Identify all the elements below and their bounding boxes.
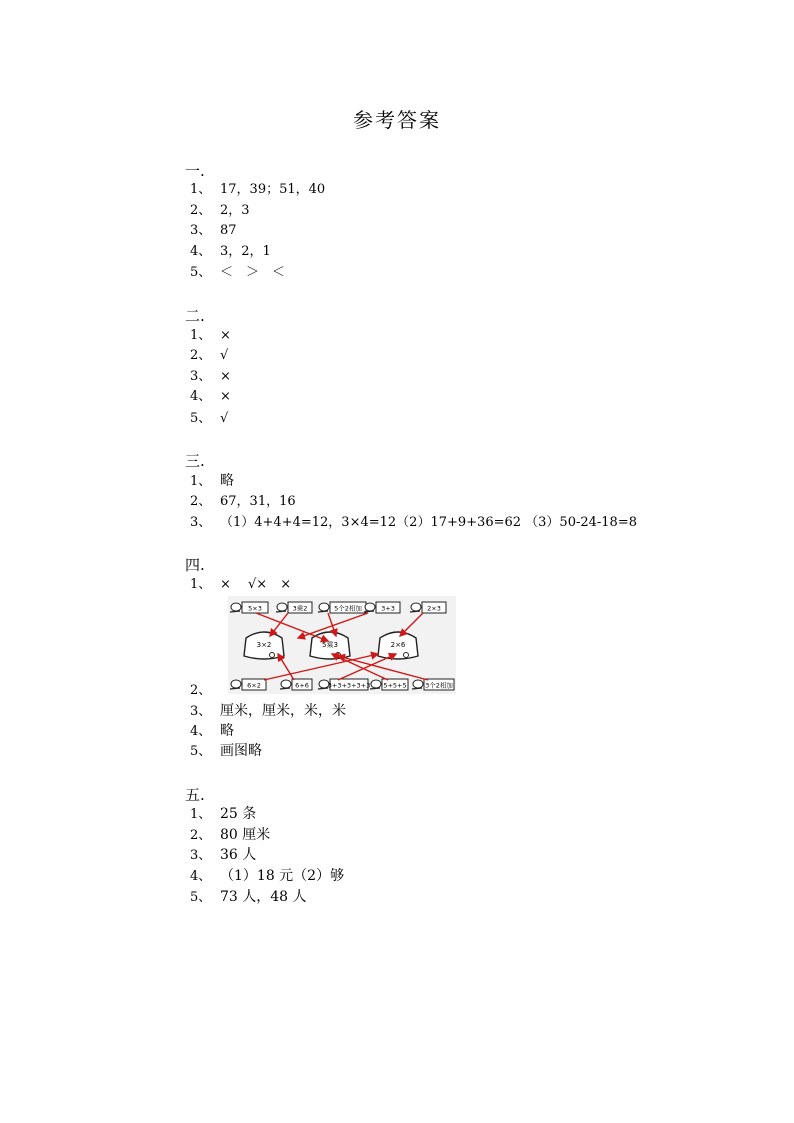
item-number: 4、 [190,869,212,884]
item-number: 1、 [190,474,212,489]
rabbit-icon [365,603,375,611]
card-label: 5+5+5 [383,681,407,690]
rabbit-card [230,679,266,690]
list-item [190,825,270,845]
item-answer: × [220,328,231,343]
list-item [190,721,234,741]
rabbit-icon [413,680,423,688]
page-title: 参考答案 [353,108,441,132]
section-1-heading: 一. [185,162,205,180]
item-number: 3、 [190,369,212,384]
item-answer: 画图略 [220,743,262,759]
rabbit-card [364,602,400,613]
list-item [190,471,234,491]
item-answer: 87 [220,223,237,238]
list-item [190,513,637,533]
item-answer: 25 条 [220,806,257,822]
item-number: 5、 [190,265,212,280]
item-number: 4、 [190,389,212,404]
item-number: 5、 [190,744,212,759]
item-answer: 73 人，48 人 [220,889,307,905]
item-answer: 略 [220,473,234,489]
card-label: 3+3+3+3+3 [327,681,371,690]
item-answer: （1）4+4+4=12，3×4=12（2）17+9+36=62 （3）50-24-18=8 [220,515,637,530]
item-answer: ＜ ＞ ＜ [220,265,286,280]
item-answer: √ [220,411,229,426]
item-number: 4、 [190,724,212,739]
list-item [190,575,291,595]
item-number: 1、 [190,807,212,822]
item-number: 2、 [190,203,212,218]
rabbit-icon [277,603,287,611]
card-label: 2×3 [427,604,441,613]
list-item [190,263,285,283]
list-item [190,681,220,701]
card-label: 6+6 [295,681,309,690]
item-answer: 67，31，16 [220,494,296,509]
card-label: 2×6 [390,641,406,649]
item-answer: 略 [220,723,234,739]
item-answer: （1）18 元（2）够 [220,868,345,884]
list-item [190,701,346,721]
list-item [190,741,262,761]
list-item [190,221,237,241]
list-item [190,326,231,346]
item-answer: 36 人 [220,847,257,863]
item-number: 3、 [190,848,212,863]
list-item [190,409,228,429]
rabbit-icon [371,680,381,688]
house-icon [378,632,418,659]
card-label: 5×3 [248,604,262,613]
rabbit-card [230,602,268,613]
card-label: 3+3 [381,604,395,613]
item-number: 2、 [190,683,212,698]
item-number: 5、 [190,890,212,905]
list-item [190,866,344,886]
list-item [190,387,231,407]
section-2-heading: 二. [185,307,205,325]
item-number: 3、 [190,515,212,530]
rabbit-card [318,679,370,690]
list-item [190,492,296,512]
list-item [190,180,325,200]
rabbit-card [280,679,312,690]
list-item [190,845,256,865]
rabbit-icon [231,603,241,611]
rabbit-card [276,602,312,613]
item-number: 2、 [190,828,212,843]
list-item [190,242,271,262]
section-4-heading: 四. [185,556,205,574]
section-5-heading: 五. [185,786,205,804]
item-number: 2、 [190,348,212,363]
item-answer: √ [220,348,229,363]
item-number: 1、 [190,182,212,197]
list-item [190,887,307,907]
item-number: 1、 [190,577,212,592]
item-number: 5、 [190,411,212,426]
item-number: 3、 [190,704,212,719]
item-answer: × [220,369,231,384]
rabbit-card [412,679,454,690]
item-answer: 17，39；51，40 [220,182,326,197]
list-item [190,201,250,221]
list-item [190,804,256,824]
item-number: 3、 [190,223,212,238]
bottom-card-row [230,679,454,690]
item-answer: 80 厘米 [220,827,271,843]
rabbit-card [410,602,446,613]
matching-diagram [228,596,456,694]
card-label: 5个2相加 [334,604,362,613]
card-label: 3×2 [256,641,272,649]
card-label: 6×2 [247,681,261,690]
list-item [190,346,228,366]
rabbit-icon [231,680,241,688]
rabbit-icon [411,603,421,611]
top-card-row [230,602,446,613]
item-answer: × √× × [220,577,292,592]
section-3-heading: 三. [185,452,205,470]
item-answer: 3，2，1 [220,244,271,259]
rabbit-card [318,602,366,613]
list-item [190,367,231,387]
card-label: 3个2相加 [425,681,453,690]
item-answer: × [220,389,231,404]
item-number: 1、 [190,328,212,343]
item-number: 2、 [190,494,212,509]
rabbit-card [370,679,408,690]
rabbit-icon [281,680,291,688]
item-number: 4、 [190,244,212,259]
card-label: 5乘3 [322,641,338,649]
rabbit-icon [319,603,329,611]
item-answer: 厘米，厘米，米，米 [220,703,346,719]
item-answer: 2，3 [220,203,250,218]
card-label: 3乘2 [292,604,308,613]
